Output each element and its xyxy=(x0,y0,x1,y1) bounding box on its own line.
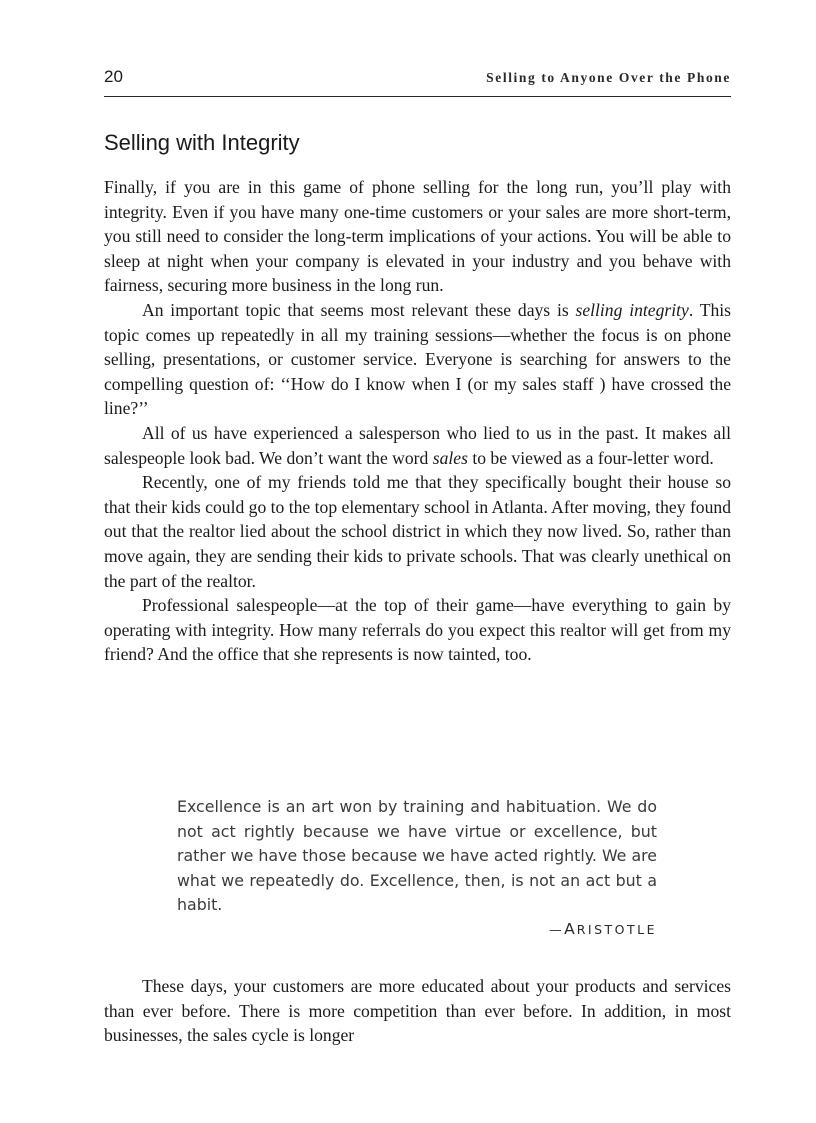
quote-text: Excellence is an art won by training and habituation. We do not act rightly because we have virtue or excellence, but rather we have those because we have acted rightly. We are what we repeatedly do. Excellence, then, is not an act but a habit. xyxy=(177,797,657,915)
author-name-rest: RISTOTLE xyxy=(576,922,657,937)
paragraph-3-end: to be viewed as a four-letter word. xyxy=(467,447,714,468)
attribution-dash: — xyxy=(549,922,565,937)
paragraph-3 xyxy=(104,421,731,470)
paragraph-5: Professional salespeople—at the top of their game—have everything to gain by operating with integrity. How many referrals do you expect this realtor will get from my friend? And the office that she represents is now tainted, too. xyxy=(104,595,731,665)
epigraph-quote xyxy=(177,795,657,918)
paragraph-4: Recently, one of my friends told me that they specifically bought their house so that their kids could go to the top elementary school in Atlanta. After moving, they found out that the realtor lied about the school district in which they now lived. So, rather than move again, they are sending their kids to private schools. That was clearly unethical on the part of the realtor. xyxy=(104,472,731,591)
paragraph-3-start: All of us have experienced a salesperson who lied to us in the past. It makes all salespeople look bad. We don’t want the word xyxy=(104,422,731,468)
paragraph-6: These days, your customers are more educated about your products and services than ever before. There is more competition than ever before. In addition, in most businesses, the sales cycle is longer xyxy=(104,976,731,1046)
emphasis-selling-integrity: selling integrity xyxy=(575,299,689,320)
book-title: Selling to Anyone Over the Phone xyxy=(486,70,731,85)
paragraph-2-start: An important topic that seems most relevant these days is xyxy=(142,299,576,320)
author-initial: A xyxy=(564,920,577,938)
paragraph-2 xyxy=(104,298,731,421)
section-heading: Selling with Integrity xyxy=(104,130,300,155)
body-text xyxy=(104,175,731,667)
emphasis-sales: sales xyxy=(432,447,468,468)
paragraph-1: Finally, if you are in this game of phone selling for the long run, you’ll play with integrity. Even if you have many one-time customers or your sales are more short-term, you still need to consider the long-term implications of your actions. You will be able to sleep at night when your company is elevated in your industry and you behave with fairness, securing more business in the long run. xyxy=(104,177,731,296)
paragraph-2-end: . This topic comes up repeatedly in all my training sessions—whether the focus is on phone selling, presentations, or customer service. Everyone is searching for answers to the compelling question of: ‘‘How do I know when I (or my sales staff ) have crossed the line?’’ xyxy=(104,299,731,419)
body-text-continued xyxy=(104,974,731,1048)
quote-attribution xyxy=(177,920,657,938)
running-header xyxy=(104,64,731,97)
page-number: 20 xyxy=(104,67,123,86)
